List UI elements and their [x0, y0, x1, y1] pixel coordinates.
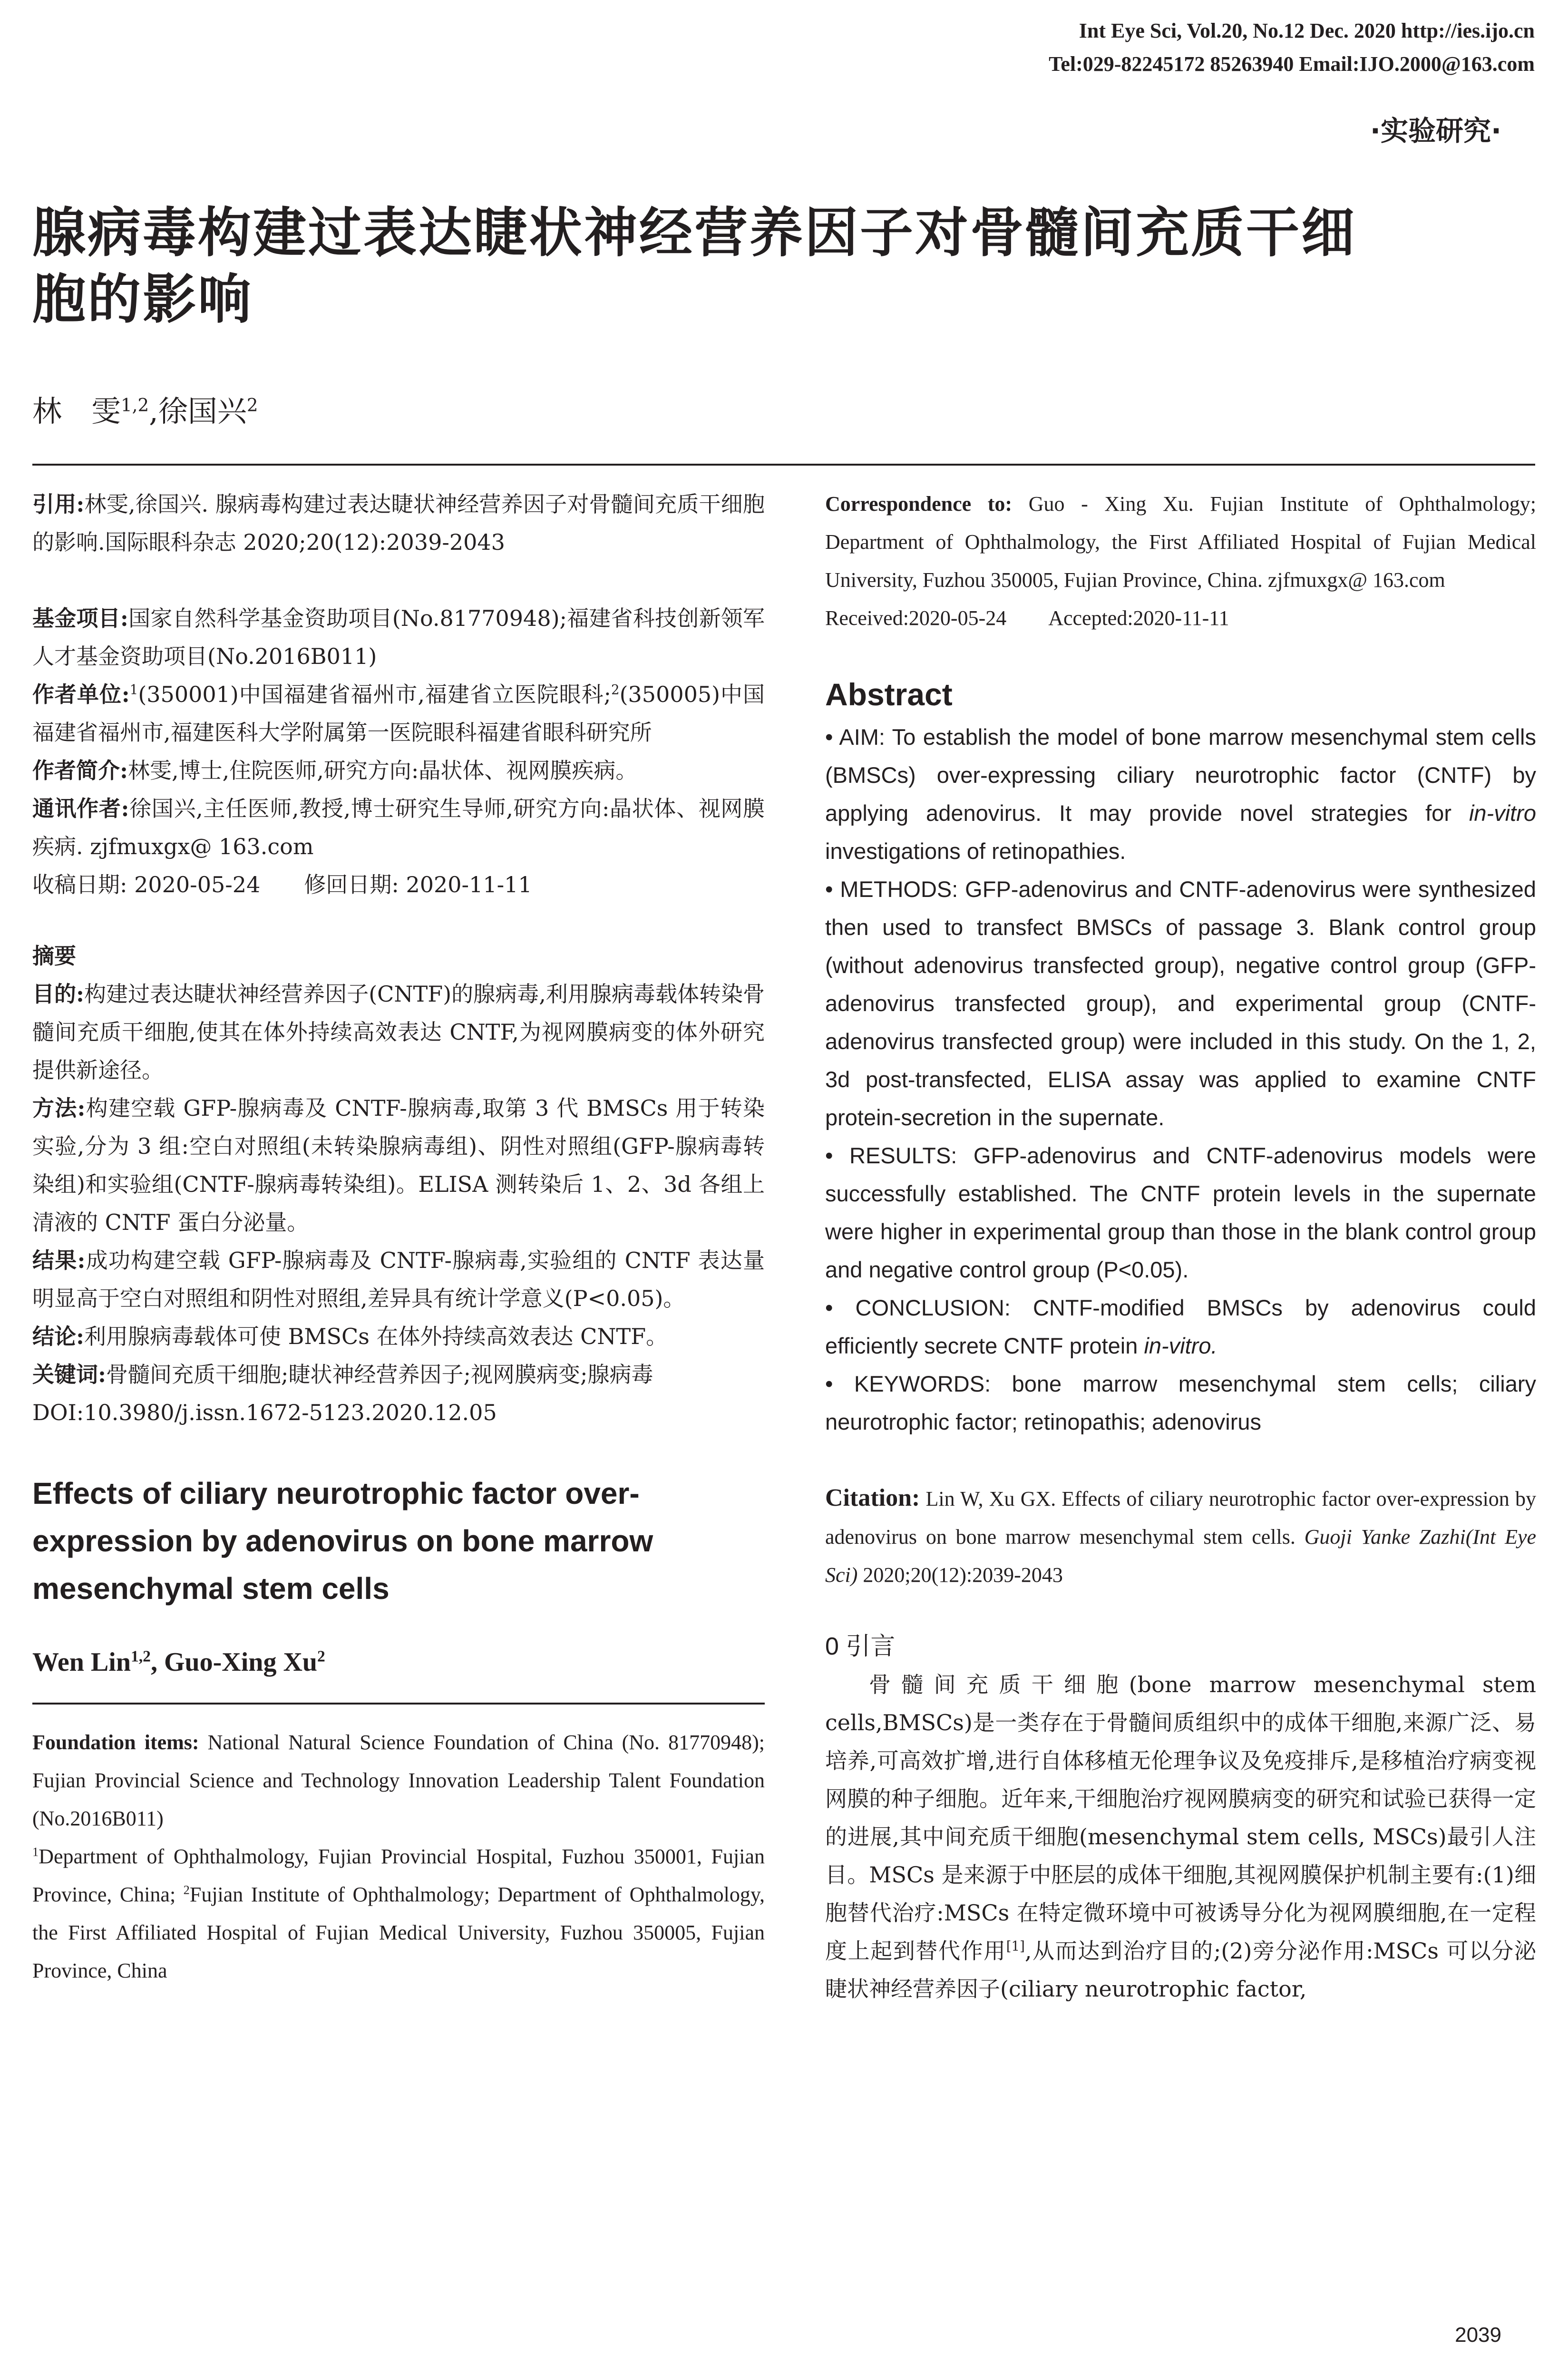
citation-en-text: Lin W, Xu GX. Effects of ciliary neurotrophic factor over-expression by adenovirus on bone marrow mesenchymal stem cells.	[825, 1487, 1536, 1549]
fund-cn	[32, 599, 765, 675]
affiliation-en-text1: Department of Ophthalmology, Fujian Provincial Hospital, Fuzhou 350001, Fujian Province, China;	[32, 1845, 765, 1906]
abstract-cn-conclusion	[32, 1317, 765, 1355]
correspondence-en-label: Correspondence to:	[825, 492, 1013, 516]
keywords-en-label: • KEYWORDS:	[825, 1371, 991, 1396]
fund-cn-label: 基金项目:	[32, 605, 128, 631]
citation-cn	[32, 485, 765, 561]
introduction-paragraph	[825, 1666, 1536, 2008]
affiliation-cn-sup2: 2	[611, 682, 620, 698]
keywords-cn	[32, 1355, 765, 1393]
bio-cn-text: 林雯,博士,住院医师,研究方向:晶状体、视网膜疾病。	[127, 758, 638, 783]
introduction-heading: 0 引言	[825, 1633, 896, 1660]
abstract-en-methods-text: GFP-adenovirus and CNTF-adenovirus were synthesized then used to transfect BMSCs of passage 3. Blank control group (without adenovirus transfected group), negative control group (GFP-adenovirus transfected group), and experimental group (CNTF-adenovirus transfected group) were included in this study. On the 1, 2, 3d post-transfected, ELISA assay was applied to examine CNTF protein-secretion in the supernate.	[825, 877, 1537, 1130]
citation-cn-text: 林雯,徐国兴. 腺病毒构建过表达睫状神经营养因子对骨髓间充质干细胞的影响.国际眼科杂志 2020;20(12):2039-2043	[32, 491, 765, 555]
abstract-en-conclusion	[825, 1289, 1536, 1365]
affiliation-en-text2: Fujian Institute of Ophthalmology; Department of Ophthalmology, the First Affiliated Hospital of Fujian Medical University, Fuzhou 350005, Fujian Province, China	[32, 1883, 765, 1982]
abstract-cn-heading: 摘要	[32, 943, 76, 969]
journal-header-line1: Int Eye Sci, Vol.20, No.12 Dec. 2020 http://ies.ijo.cn	[1079, 19, 1535, 42]
abstract-cn-methods-text: 构建空载 GFP-腺病毒及 CNTF-腺病毒,取第 3 代 BMSCs 用于转染实验,分为 3 组:空白对照组(未转染腺病毒组)、阴性对照组(GFP-腺病毒转染组)和实验组(CNTF-腺病毒转染组)。ELISA 测转染后 1、2、3d 各组上清液的 CNTF 蛋白分泌量。	[32, 1095, 765, 1235]
corresponding-cn-text: 徐国兴,主任医师,教授,博士研究生导师,研究方向:晶状体、视网膜疾病. zjfmuxgx@ 163.com	[32, 796, 765, 859]
author-cn-1-affil: 1,2	[121, 394, 149, 416]
bio-cn	[32, 751, 765, 789]
keywords-en-text: bone marrow mesenchymal stem cells; ciliary neurotrophic factor; retinopathis; adenovirus	[825, 1371, 1536, 1434]
abstract-en-conclusion-text: CNTF-modified BMSCs by adenovirus could efficiently secrete CNTF protein	[825, 1295, 1536, 1358]
keywords-en	[825, 1365, 1536, 1441]
affiliation-en-sup2: 2	[183, 1882, 190, 1897]
right-column	[825, 485, 1536, 2008]
abstract-en-results-label: • RESULTS:	[825, 1143, 957, 1168]
author-separator: ,	[149, 394, 158, 429]
foundation-en-label: Foundation items:	[32, 1731, 199, 1754]
foundation-en-text: National Natural Science Foundation of China (No. 81770948); Fujian Provincial Science and Technology Innovation Leadership Talent Foundation (No.2016B011)	[32, 1731, 765, 1830]
header-divider	[32, 464, 1535, 466]
affiliation-cn-sup1: 1	[129, 682, 138, 698]
abstract-en-conclusion-label: • CONCLUSION:	[825, 1295, 1011, 1320]
correspondence-en	[825, 485, 1536, 599]
corresponding-cn-label: 通讯作者:	[32, 796, 129, 821]
abstract-en-results	[825, 1137, 1536, 1289]
journal-header-line2: Tel:029-82245172 85263940 Email:IJO.2000@163.com	[1049, 52, 1535, 76]
corresponding-cn	[32, 789, 765, 866]
affiliation-cn-label: 作者单位:	[32, 682, 130, 707]
section-label: ·实验研究·	[1370, 115, 1501, 147]
introduction-ref[interactable]: [1]	[1006, 1938, 1025, 1954]
keywords-cn-label: 关键词:	[32, 1362, 106, 1387]
keywords-cn-text: 骨髓间充质干细胞;睫状神经营养因子;视网膜病变;腺病毒	[106, 1362, 653, 1387]
citation-en-label: Citation:	[825, 1484, 920, 1511]
author-cn-2-affil: 2	[246, 394, 258, 416]
abstract-en-results-text: GFP-adenovirus and CNTF-adenovirus models were successfully established. The CNTF protein levels in the supernate were higher in experimental group than those in the blank control group and negative control group (P<0.05).	[825, 1143, 1536, 1282]
page-number: 2039	[1455, 2323, 1501, 2347]
bio-cn-label: 作者简介:	[32, 758, 128, 783]
english-author-1: Wen Lin	[32, 1647, 131, 1677]
abstract-en-aim-label: • AIM:	[825, 724, 885, 750]
left-column	[32, 485, 765, 1990]
fund-cn-text: 国家自然科学基金资助项目(No.81770948);福建省科技创新领军人才基金资助项目(No.2016B011)	[32, 605, 765, 669]
abstract-en-conclusion-italic: in-vitro.	[1144, 1333, 1217, 1358]
citation-en-journal: Guoji Yanke Zazhi(Int Eye Sci)	[825, 1525, 1536, 1587]
affiliation-en	[32, 1838, 765, 1990]
foundation-en	[32, 1724, 765, 1838]
abstract-en-aim-text: To establish the model of bone marrow mesenchymal stem cells (BMSCs) over-expressing ciliary neurotrophic factor (CNTF) by applying adenovirus. It may provide novel strategies for	[825, 724, 1536, 826]
citation-en-tail: 2020;20(12):2039-2043	[863, 1563, 1063, 1587]
introduction-text-b: ,从而达到治疗目的;(2)旁分泌作用:MSCs 可以分泌睫状神经营养因子(ciliary neurotrophic factor,	[825, 1938, 1536, 2002]
abstract-cn-results-text: 成功构建空载 GFP-腺病毒及 CNTF-腺病毒,实验组的 CNTF 表达量明显高于空白对照组和阴性对照组,差异具有统计学意义(P<0.05)。	[32, 1247, 765, 1311]
authors-cn	[32, 390, 258, 433]
author-cn-2: 徐国兴	[158, 394, 247, 429]
english-author-2: Guo-Xing Xu	[164, 1647, 318, 1677]
page-title	[32, 200, 1535, 333]
english-authors	[32, 1641, 765, 1684]
abstract-en-aim-italic: in-vitro	[1469, 800, 1536, 826]
abstract-en-heading: Abstract	[825, 677, 953, 712]
english-authors-divider	[32, 1703, 765, 1705]
dates-cn: 收稿日期: 2020-05-24 修回日期: 2020-11-11	[32, 872, 532, 897]
affiliation-cn-text2: (350005)中国福建省福州市,福建医科大学附属第一医院眼科福建省眼科研究所	[32, 682, 765, 745]
abstract-cn-conclusion-text: 利用腺病毒载体可使 BMSCs 在体外持续高效表达 CNTF。	[84, 1324, 668, 1349]
abstract-en-methods	[825, 870, 1536, 1137]
affiliation-en-sup1: 1	[32, 1844, 39, 1859]
abstract-cn-conclusion-label: 结论:	[32, 1324, 84, 1349]
abstract-cn-aim-label: 目的:	[32, 981, 85, 1007]
correspondence-en-text: Guo - Xing Xu. Fujian Institute of Ophthalmology; Department of Ophthalmology, the First Affiliated Hospital of Fujian Medical University, Fuzhou 350005, Fujian Province, China. zjfmuxgx@ 163.com	[825, 492, 1537, 592]
affiliation-cn-text1: (350001)中国福建省福州市,福建省立医院眼科;	[138, 682, 612, 707]
author-cn-1: 林 雯	[32, 394, 121, 429]
dates-en: Received:2020-05-24 Accepted:2020-11-11	[825, 606, 1229, 630]
doi[interactable]: DOI:10.3980/j.issn.1672-5123.2020.12.05	[32, 1400, 497, 1425]
title-line-2: 胞的影响	[32, 269, 253, 331]
abstract-en-methods-label: • METHODS:	[825, 877, 958, 902]
english-author-2-affil: 2	[317, 1647, 325, 1666]
affiliation-cn	[32, 675, 765, 751]
title-line-1: 腺病毒构建过表达睫状神经营养因子对骨髓间充质干细	[32, 202, 1356, 264]
abstract-en-aim-tail: investigations of retinopathies.	[825, 838, 1126, 864]
abstract-cn-results-label: 结果:	[32, 1247, 86, 1273]
english-author-separator: ,	[150, 1647, 164, 1677]
abstract-cn-aim	[32, 975, 765, 1089]
abstract-en-aim	[825, 718, 1536, 870]
english-author-1-affil: 1,2	[130, 1647, 151, 1666]
abstract-cn-methods	[32, 1089, 765, 1241]
introduction-text-a: 骨髓间充质干细胞(bone marrow mesenchymal stem cells,BMSCs)是一类存在于骨髓间质组织中的成体干细胞,来源广泛、易培养,可高效扩增,进行自体移植无伦理争议及免疫排斥,是移植治疗病变视网膜的种子细胞。近年来,干细胞治疗视网膜病变的研究和试验已获得一定的进展,其中间充质干细胞(mesenchymal stem cells, MSCs)最引人注目。MSCs 是来源于中胚层的成体干细胞,其视网膜保护机制主要有:(1)细胞替代治疗:MSCs 在特定微环境中可被诱导分化为视网膜细胞,在一定程度上起到替代作用	[825, 1672, 1536, 1964]
abstract-cn-results	[32, 1241, 765, 1317]
english-title: Effects of ciliary neurotrophic factor over-expression by adenovirus on bone marrow mesenchymal stem cells	[32, 1476, 653, 1606]
citation-en	[825, 1479, 1536, 1594]
abstract-cn-methods-label: 方法:	[32, 1095, 86, 1121]
abstract-cn-aim-text: 构建过表达睫状神经营养因子(CNTF)的腺病毒,利用腺病毒载体转染骨髓间充质干细胞,使其在体外持续高效表达 CNTF,为视网膜病变的体外研究提供新途径。	[32, 981, 765, 1083]
citation-cn-label: 引用:	[32, 491, 85, 517]
